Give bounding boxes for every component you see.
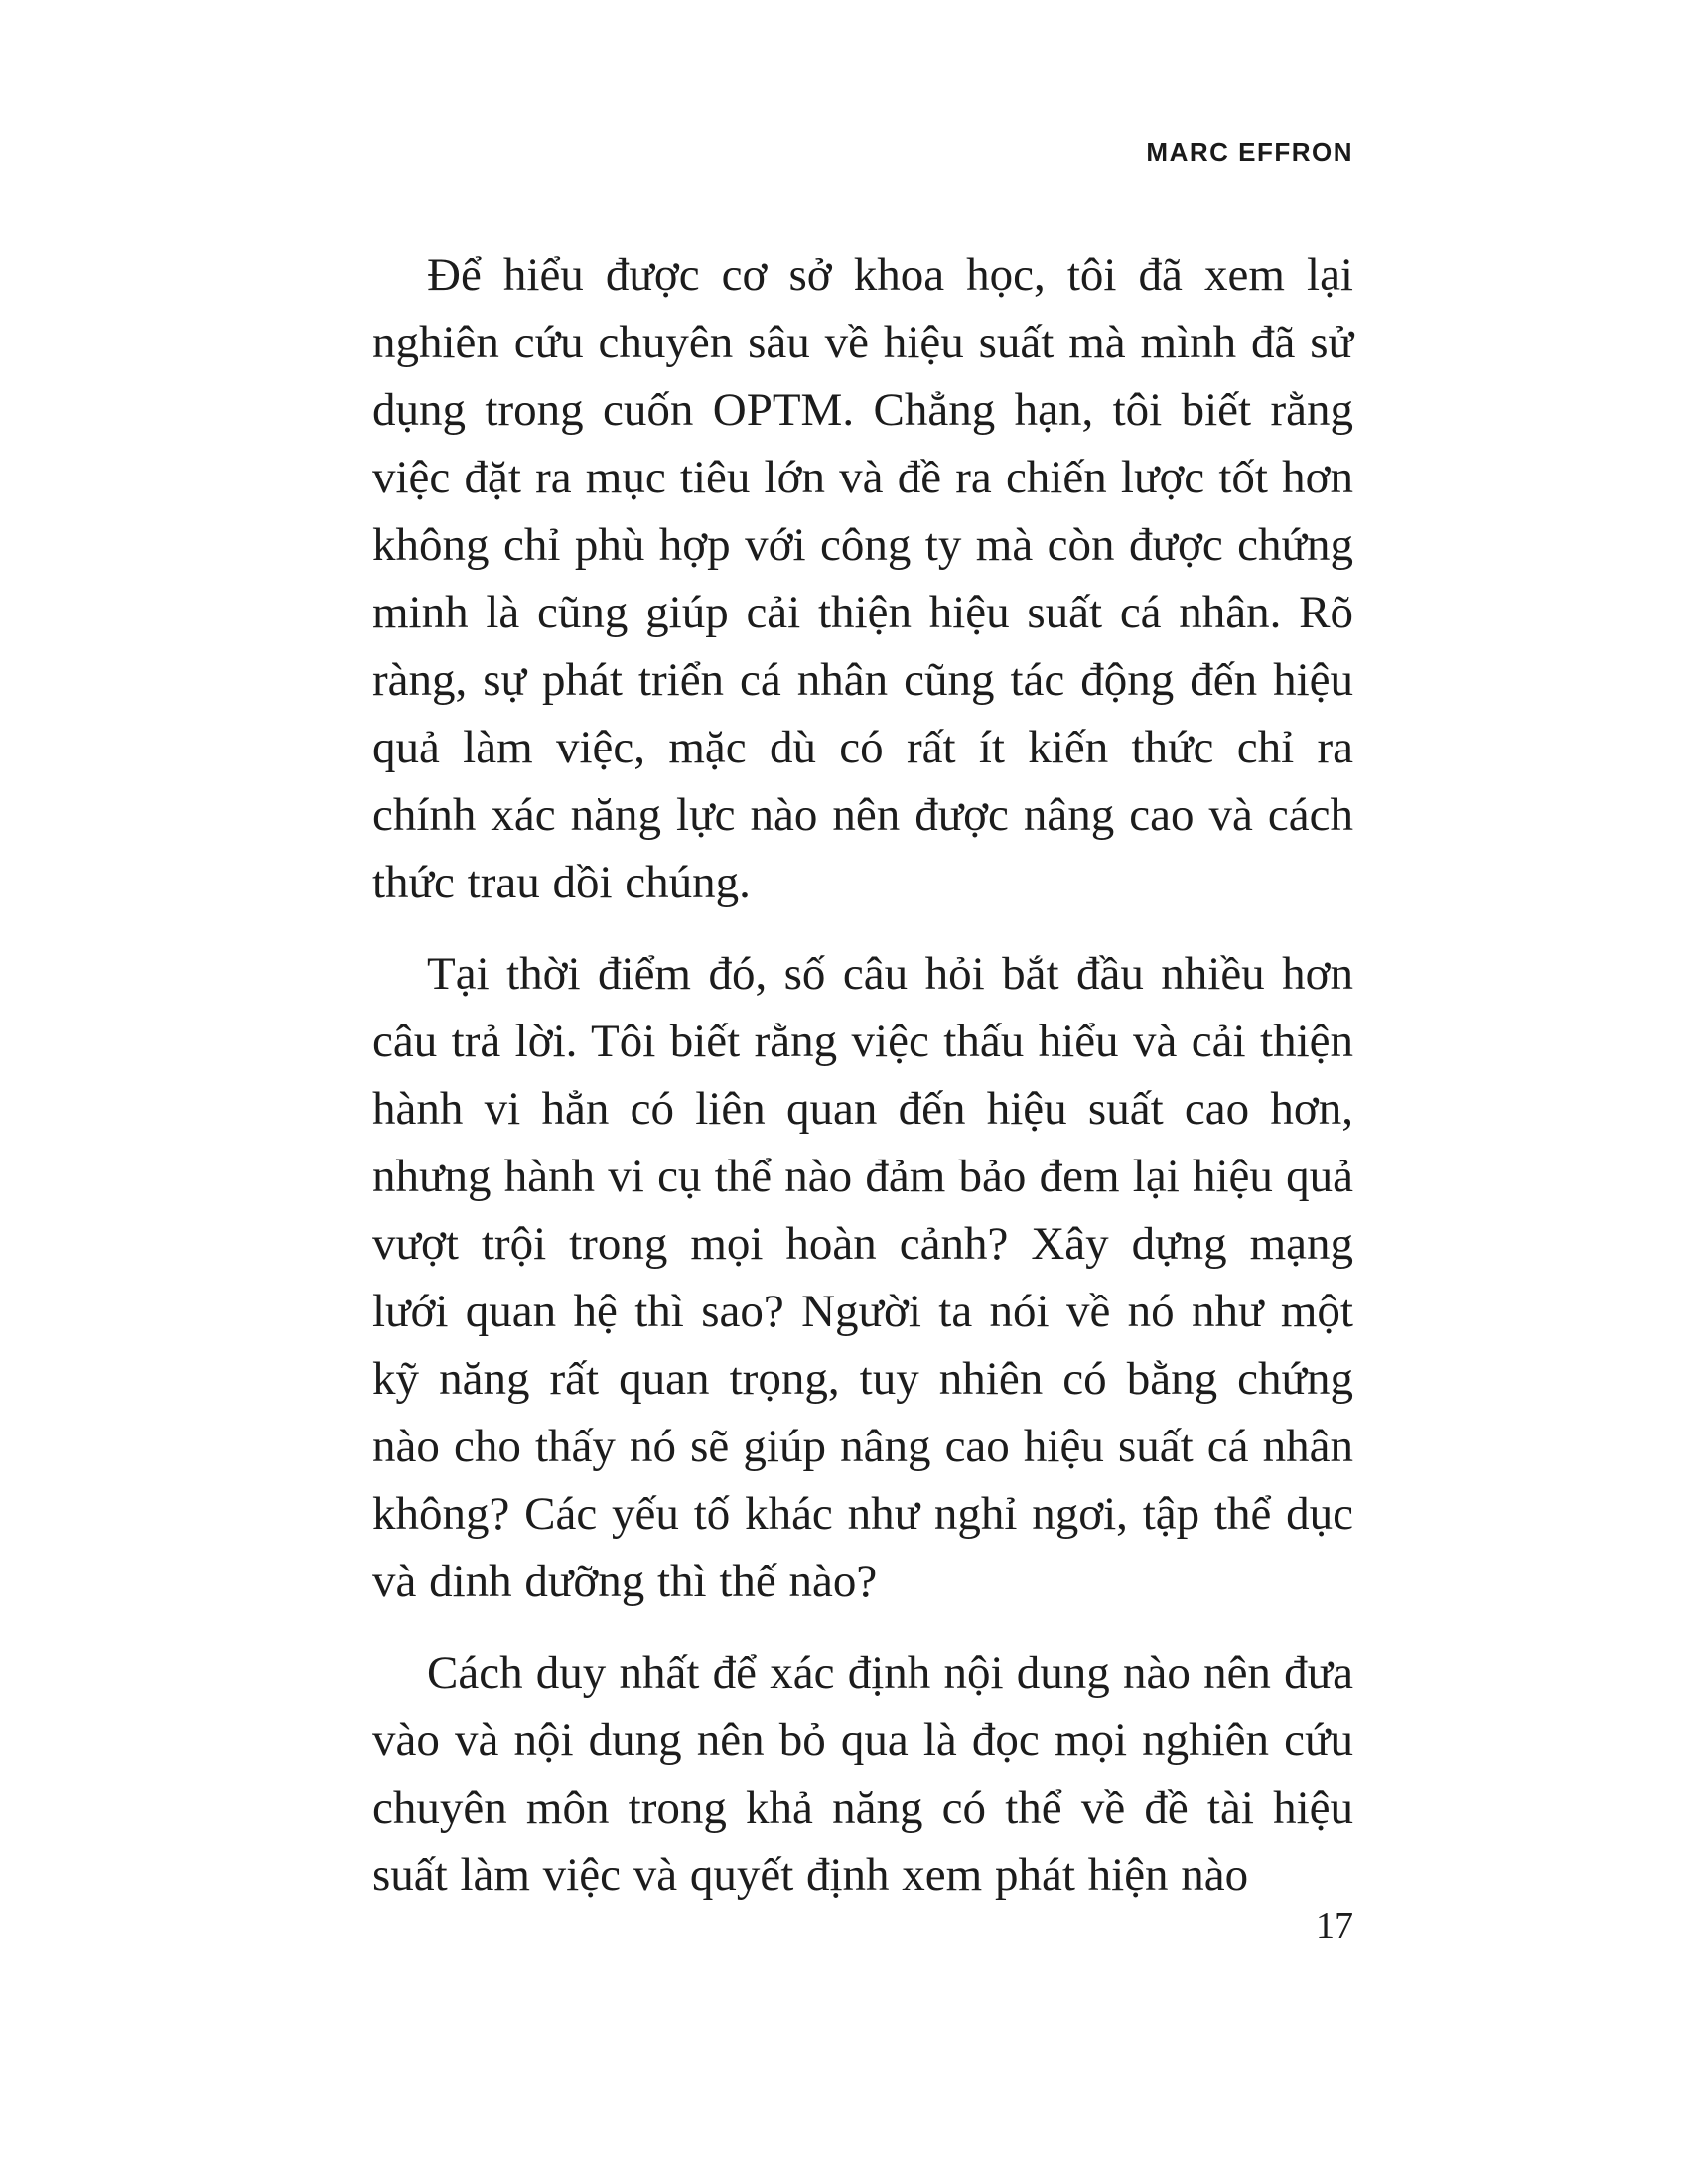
body-text — [372, 241, 1353, 1909]
paragraph: Tại thời điểm đó, số câu hỏi bắt đầu nhiều hơn câu trả lời. Tôi biết rằng việc thấu hiểu và cải thiện hành vi hẳn có liên quan đến hiệu suất cao hơn, nhưng hành vi cụ thể nào đảm bảo đem lại hiệu quả vượt trội trong mọi hoàn cảnh? Xây dựng mạng lưới quan hệ thì sao? Người ta nói về nó như một kỹ năng rất quan trọng, tuy nhiên có bằng chứng nào cho thấy nó sẽ giúp nâng cao hiệu suất cá nhân không? Các yếu tố khác như nghỉ ngơi, tập thể dục và dinh dưỡng thì thế nào? — [372, 948, 1353, 1607]
paragraph: Để hiểu được cơ sở khoa học, tôi đã xem lại nghiên cứu chuyên sâu về hiệu suất mà mình đã sử dụng trong cuốn OPTM. Chẳng hạn, tôi biết rằng việc đặt ra mục tiêu lớn và đề ra chiến lược tốt hơn không chỉ phù hợp với công ty mà còn được chứng minh là cũng giúp cải thiện hiệu suất cá nhân. Rõ ràng, sự phát triển cá nhân cũng tác động đến hiệu quả làm việc, mặc dù có rất ít kiến thức chỉ ra chính xác năng lực nào nên được nâng cao và cách thức trau dồi chúng. — [372, 249, 1353, 908]
page-number: 17 — [1316, 1905, 1353, 1947]
running-header-author: MARC EFFRON — [1146, 137, 1353, 167]
paragraph: Cách duy nhất để xác định nội dung nào nên đưa vào và nội dung nên bỏ qua là đọc mọi nghiên cứu chuyên môn trong khả năng có thể về đề tài hiệu suất làm việc và quyết định xem phát hiện nào — [372, 1647, 1353, 1901]
content-column — [372, 0, 1353, 2184]
